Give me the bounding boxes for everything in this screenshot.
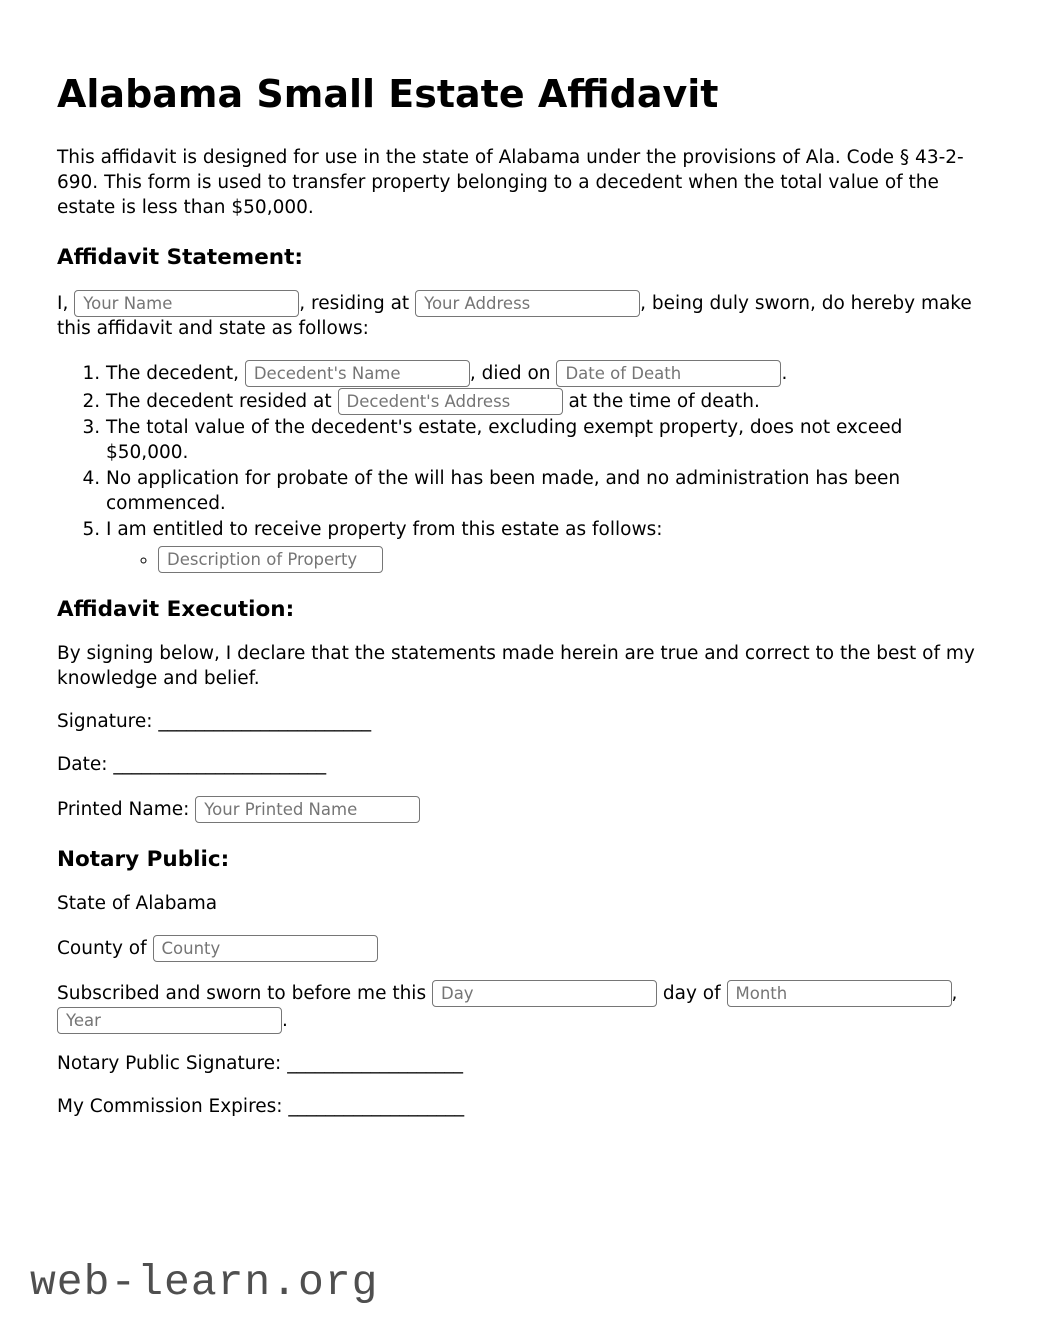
signature-row	[57, 710, 980, 735]
county-label: County of	[57, 938, 147, 960]
decedents-address-input[interactable]	[338, 388, 563, 415]
commission-row	[57, 1095, 980, 1120]
statement-lead-mid: , residing at	[299, 293, 410, 315]
statement-lead-pre: I,	[57, 293, 69, 315]
list-item-decedent-residence	[106, 388, 980, 415]
item2-post: at the time of death.	[568, 391, 760, 413]
property-description-input[interactable]	[158, 546, 383, 573]
list-item-no-probate: 4. No application for probate of the will has been made, and no administration has been commenced.	[106, 467, 980, 517]
notary-signature-row	[57, 1052, 980, 1077]
month-input[interactable]	[727, 980, 952, 1007]
date-blank-line: _______________________	[113, 754, 327, 776]
sworn-row	[57, 980, 980, 1034]
intro-paragraph: This affidavit is designed for use in the state of Alabama under the provisions of Ala. Code § 43-2-690. This form is used to transfer property belonging to a decedent when the total value of the estate is less than $50,000.	[57, 147, 964, 219]
item1-post: .	[781, 363, 788, 385]
signature-blank-line: _______________________	[158, 711, 372, 733]
statement-list	[57, 360, 980, 573]
sworn-pre: Subscribed and sworn to before me this	[57, 983, 427, 1005]
printed-name-input[interactable]	[195, 796, 420, 823]
printed-name-row	[57, 796, 980, 823]
commission-label: My Commission Expires:	[57, 1096, 283, 1118]
item1-mid: , died on	[469, 363, 551, 385]
sworn-mid: day of	[662, 983, 721, 1005]
execution-heading: Affidavit Execution:	[57, 597, 295, 623]
statement-heading: Affidavit Statement:	[57, 245, 303, 271]
day-input[interactable]	[432, 980, 657, 1007]
your-address-input[interactable]	[415, 290, 640, 317]
list-item-decedent-death	[106, 360, 980, 387]
item1-pre: The decedent,	[106, 363, 239, 385]
item2-pre: The decedent resided at	[106, 391, 332, 413]
watermark: web-learn.org	[30, 1257, 379, 1307]
notary-signature-blank-line: ___________________	[287, 1053, 463, 1075]
notary-signature-label: Notary Public Signature:	[57, 1053, 282, 1075]
decedents-name-input[interactable]	[245, 360, 470, 387]
county-input[interactable]	[153, 935, 378, 962]
printed-name-label: Printed Name:	[57, 799, 190, 821]
notary-state-line: State of Alabama	[57, 893, 218, 915]
year-input[interactable]	[57, 1007, 282, 1034]
property-sub-item	[158, 546, 980, 573]
statement-lead-post: , being duly sworn, do hereby make this affidavit and state as follows:	[57, 293, 972, 340]
your-name-input[interactable]	[74, 290, 299, 317]
property-sub-list	[106, 546, 980, 573]
page-title: Alabama Small Estate Affidavit	[57, 72, 719, 116]
notary-heading: Notary Public:	[57, 847, 230, 873]
date-row	[57, 753, 980, 778]
sworn-comma: ,	[951, 983, 958, 1005]
county-row	[57, 935, 980, 962]
sworn-period: .	[282, 1010, 288, 1032]
commission-blank-line: ___________________	[288, 1096, 465, 1118]
list-item-estate-value: 3. The total value of the decedent's estate, excluding exempt property, does not exceed $50,000.	[106, 416, 980, 466]
date-label: Date:	[57, 754, 108, 776]
date-of-death-input[interactable]	[556, 360, 781, 387]
signature-label: Signature:	[57, 711, 153, 733]
declaration-paragraph: By signing below, I declare that the statements made herein are true and correct to the best of my knowledge and belief.	[57, 643, 975, 690]
item5-text: I am entitled to receive property from this estate as follows:	[106, 519, 663, 541]
statement-lead	[57, 290, 980, 342]
list-item-entitlement	[106, 518, 980, 573]
